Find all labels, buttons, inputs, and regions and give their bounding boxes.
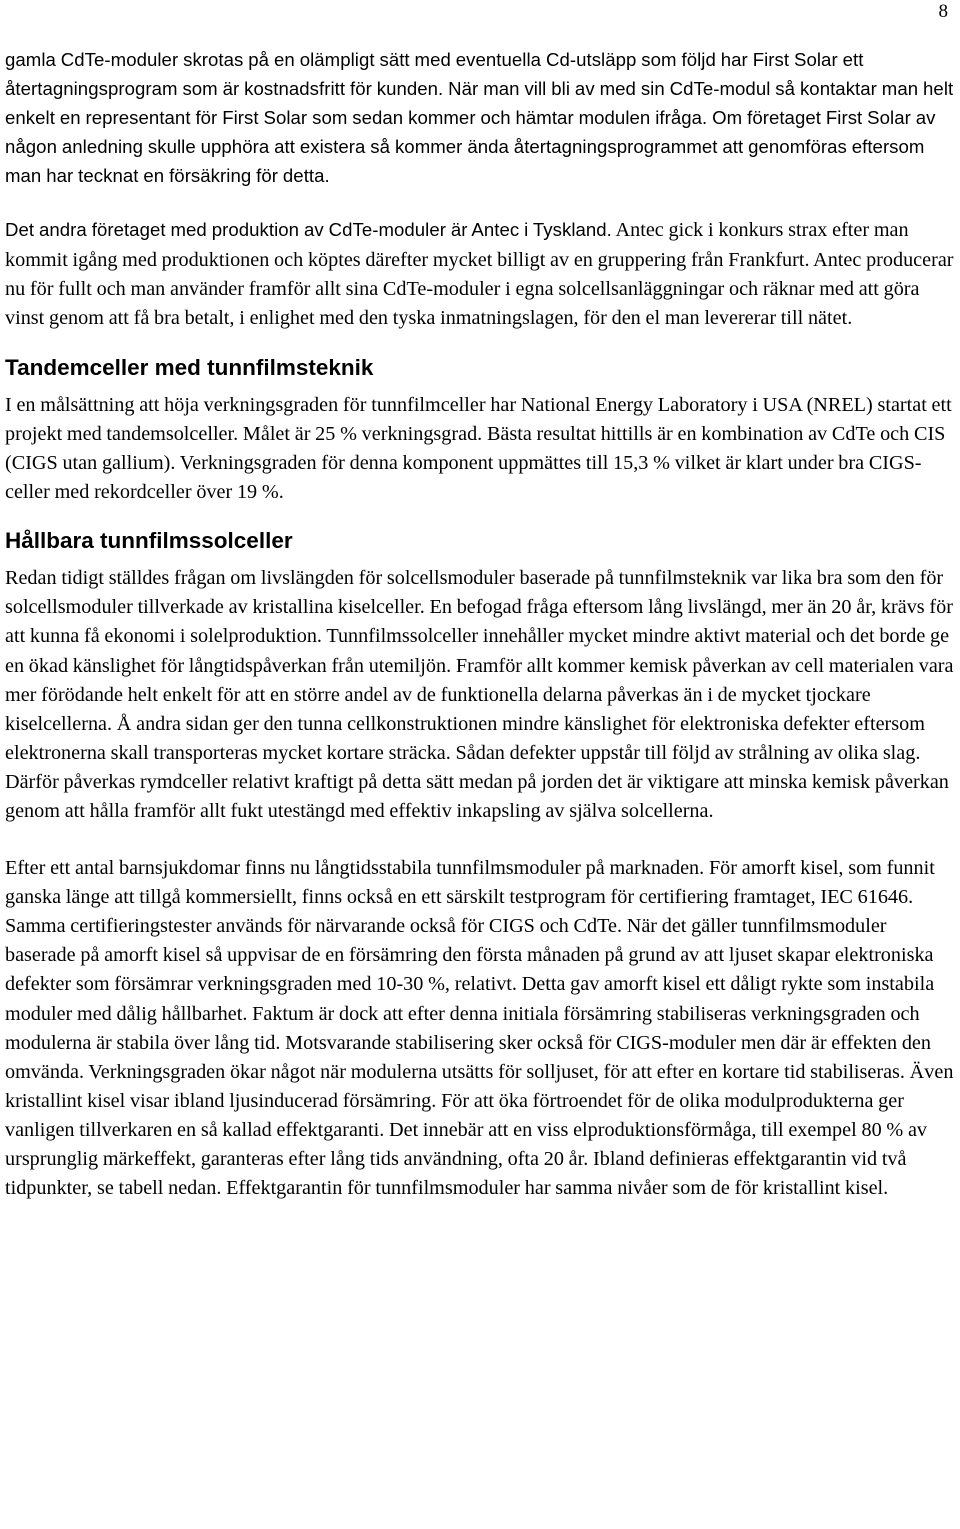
intro-paragraph-2 (5, 215, 955, 332)
intro-paragraph-1: gamla CdTe-moduler skrotas på en olämpligt sätt med eventuella Cd-utsläpp som följd har First Solar ett återtagningsprogram som är kostnadsfritt för kunden. När man vill bli av med sin CdTe-modul så kontaktar man helt enkelt en representant för First Solar som sedan kommer och hämtar modulen ifråga. Om företaget First Solar av någon anledning skulle upphöra att existera så kommer ända återtagningsprogrammet att genomföras eftersom man har tecknat en försäkring för detta. (5, 49, 954, 187)
durable-paragraph-1: Redan tidigt ställdes frågan om livslängden för solcellsmoduler baserade på tunnfilmsteknik var lika bra som den för solcellsmoduler tillverkade av kristallina kiselceller. En befogad fråga eftersom lång livslängd, mer än 20 år, krävs för att kunna få ekonomi i solelproduktion. Tunnfilmssolceller innehåller mycket mindre aktivt material och det borde ge en ökad känslighet för långtidspåverkan från utemiljön. Framför allt kommer kemisk påverkan av cell materialen vara mer förödande helt enkelt för att en större andel av de funktionella delarna påverkas än i de mycket tjockare kiselcellerna. Å andra sidan ger den tunna cellkonstruktionen mindre känslighet för elektroniska defekter eftersom elektronerna skall transporteras mycket kortare sträcka. Sådan defekter uppstår till följd av strålning av olika slag. Därför påverkas rymdceller relativt kraftigt på detta sätt medan på jorden det är viktigare att minska kemisk påverkan genom att hålla framför allt fukt utestängd med effektiv inkapsling av själva solcellerna. (5, 567, 954, 822)
section-heading-durable: Hållbara tunnfilmssolceller (5, 528, 293, 554)
intro-paragraph-2-serif-part: Antec gick i konkurs strax efter man kommit igång med produktionen och köptes därefter mycket billigt av en gruppering från Frankfurt. Antec producerar nu för fullt och man använder framför allt sina CdTe-moduler i egna solcellsanläggningar och räknar med att göra vinst genom att få bra betalt, i enlighet med den tyska inmatningslagen, för den el man levererar till nätet. (5, 219, 954, 329)
document-body (5, 45, 955, 1203)
tandem-paragraph: I en målsättning att höja verkningsgraden för tunnfilmceller har National Energy Laboratory i USA (NREL) startat ett projekt med tandemsolceller. Målet är 25 % verkningsgrad. Bästa resultat hittills är en kombination av CdTe och CIS (CIGS utan gallium). Verkningsgraden för denna komponent uppmättes till 15,3 % vilket är klart under bra CIGS-celler med rekordceller över 19 %. (5, 393, 952, 504)
durable-paragraph-2: Efter ett antal barnsjukdomar finns nu långtidsstabila tunnfilmsmoduler på marknaden. För amorft kisel, som funnit ganska länge att tillgå kommersiellt, finns också en ett särskilt testprogram för certifiering framtaget, IEC 61646. Samma certifieringstester används för närvarande också för CIGS och CdTe. När det gäller tunnfilmsmoduler baserade på amorft kisel så uppvisar de en försämring den första månaden på grund av att ljuset skapar elektroniska defekter som försämrar verkningsgraden med 10-30 %, relativt. Detta gav amorft kisel ett dåligt rykte som instabila moduler med dålig hållbarhet. Faktum är dock att efter denna initiala försämring stabiliseras verkningsgraden och modulerna är stabila över lång tid. Motsvarande stabilisering sker också för CIGS-moduler men där är effekten den omvända. Verkningsgraden ökar något när modulerna utsätts för solljuset, för att efter en kortare tid stabiliseras. Även kristallint kisel visar ibland ljusinducerad försämring. För att öka förtroendet för de olika modulprodukterna ger vanligen tillverkaren en så kallad effektgaranti. Det innebär att en viss elproduktionsförmåga, till exempel 80 % av ursprunglig märkeffekt, garanteras efter lång tids användning, ofta 20 år. Ibland definieras effektgarantin vid två tidpunkter, se tabell nedan. Effektgarantin för tunnfilmsmoduler har samma nivåer som de för kristallint kisel. (5, 857, 954, 1200)
intro-paragraph-2-sans-part: Det andra företaget med produktion av CdTe-moduler är Antec i Tyskland. (5, 219, 612, 241)
page-number: 8 (938, 1, 948, 22)
section-heading-tandem: Tandemceller med tunnfilmsteknik (5, 354, 374, 380)
